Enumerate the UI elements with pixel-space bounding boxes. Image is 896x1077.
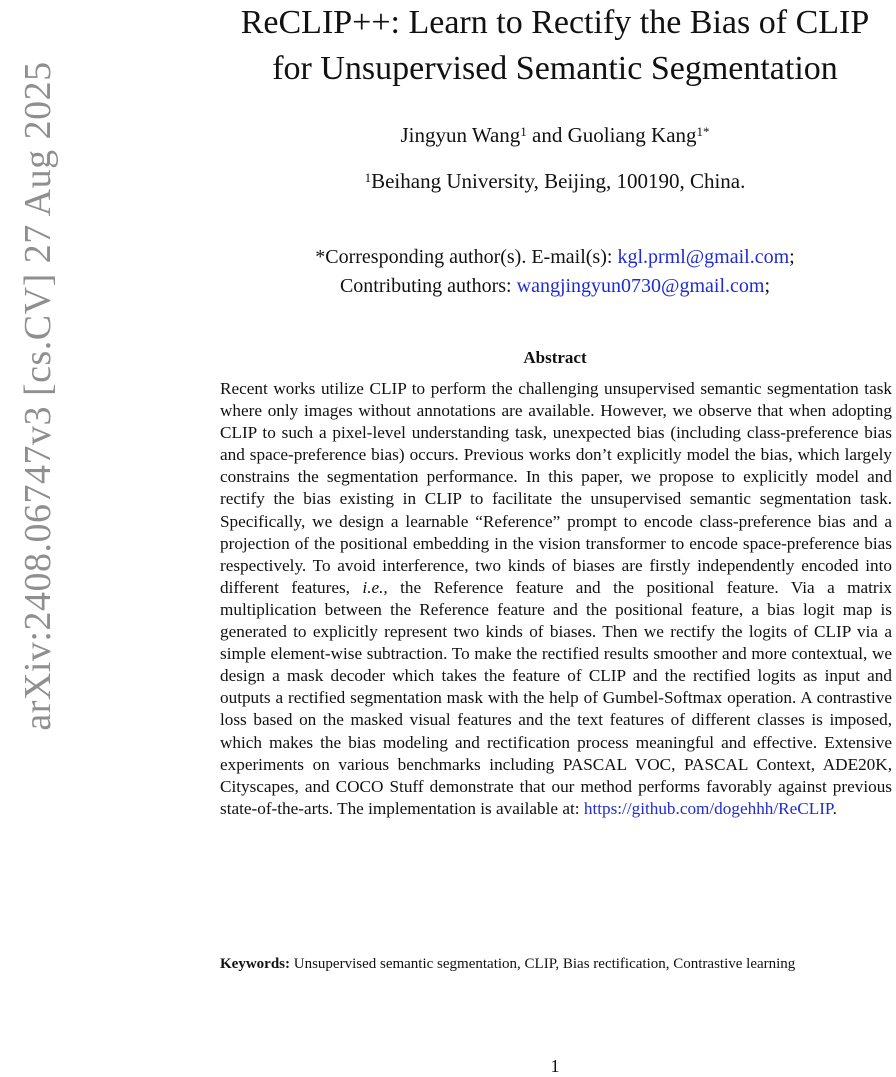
page-number: 1 [550, 1056, 560, 1076]
abstract-text-1: Recent works utilize CLIP to perform the challenging unsupervised semantic segmentation task where only images without annotations are available. However, we observe that when adopting CLIP to such a pixel-level understanding task, unexpected bias (including class-preference bias and space-preference bias) occurs. Previous works don’t explicitly model the bias, which largely constrains the segmentation performance. In this paper, we propose to explicitly model and rectify the bias existing in CLIP to facilitate the unsupervised semantic segmentation task. Specifically, we design a learnable “Reference” prompt to encode class-preference bias and a projection of the positional embedding in the vision transformer to encode space-preference bias respectively. To avoid interference, two kinds of biases are firstly independently encoded into different features, [220, 379, 892, 597]
author-1-affil-mark: 1 [520, 124, 527, 139]
affiliation-text: Beihang University, Beijing, 100190, China. [371, 169, 746, 193]
author-1-name: Jingyun Wang [400, 123, 521, 147]
corresponding-prefix: *Corresponding author(s). E-mail(s): [315, 246, 618, 268]
authors-line [200, 118, 896, 152]
abstract-heading: Abstract [523, 348, 587, 367]
affiliation-mark: 1 [364, 170, 372, 185]
corresponding-email-link[interactable]: kgl.prml@gmail.com [617, 246, 790, 268]
keywords-text: Unsupervised semantic segmentation, CLIP, Bias rectification, Contrastive learning [290, 956, 796, 972]
affiliation [200, 165, 896, 197]
contact-info [200, 243, 896, 301]
author-2-name: Guoliang Kang [567, 123, 697, 147]
corresponding-suffix: ; [789, 246, 795, 268]
code-url-link[interactable]: https://github.com/dogehhh/ReCLIP [583, 798, 833, 818]
title-line-2: for Unsupervised Semantic Segmentation [272, 50, 838, 87]
keywords [220, 954, 892, 974]
abstract-text-2: the Reference feature and the positional feature. Via a matrix multiplication between the Reference feature and the positional feature, a bias logit map is generated to explicitly represent two kinds of biases. Then we rectify the logits of CLIP via a simple element-wise subtraction. To make the rectified results smoother and more contextual, we design a mask decoder which takes the feature of CLIP and the rectified logits as input and outputs a rectified segmentation mask with the help of Gumbel-Softmax operation. A contrastive loss based on the masked visual features and the text features of different classes is imposed, which makes the bias modeling and rectification process meaningful and effective. Extensive experiments on various benchmarks including PASCAL VOC, PASCAL Context, ADE20K, Cityscapes, and COCO Stuff demonstrate that our method performs favorably against previous state-of-the-arts. The implementation is available at: [220, 577, 893, 818]
contributing-email-link[interactable]: wangjingyun0730@gmail.com [516, 275, 765, 297]
keywords-label: Keywords: [220, 956, 290, 972]
paper-title [200, 0, 896, 92]
abstract-ie: i.e., [362, 577, 388, 597]
author-2-affil-mark: 1* [696, 124, 710, 139]
arxiv-sidebar [0, 0, 60, 1076]
contributing-prefix: Contributing authors: [339, 275, 517, 297]
title-line-1: ReCLIP++: Learn to Rectify the Bias of CLIP [240, 4, 870, 41]
corresponding-line [200, 243, 896, 272]
abstract-body [220, 378, 892, 820]
abstract-text-end: . [832, 798, 837, 818]
contributing-line [200, 272, 896, 301]
contributing-suffix: ; [764, 275, 771, 297]
arxiv-identifier: arXiv:2408.06747v3 [cs.CV] 27 Aug 2025 [17, 61, 59, 731]
authors-and: and [526, 123, 568, 147]
